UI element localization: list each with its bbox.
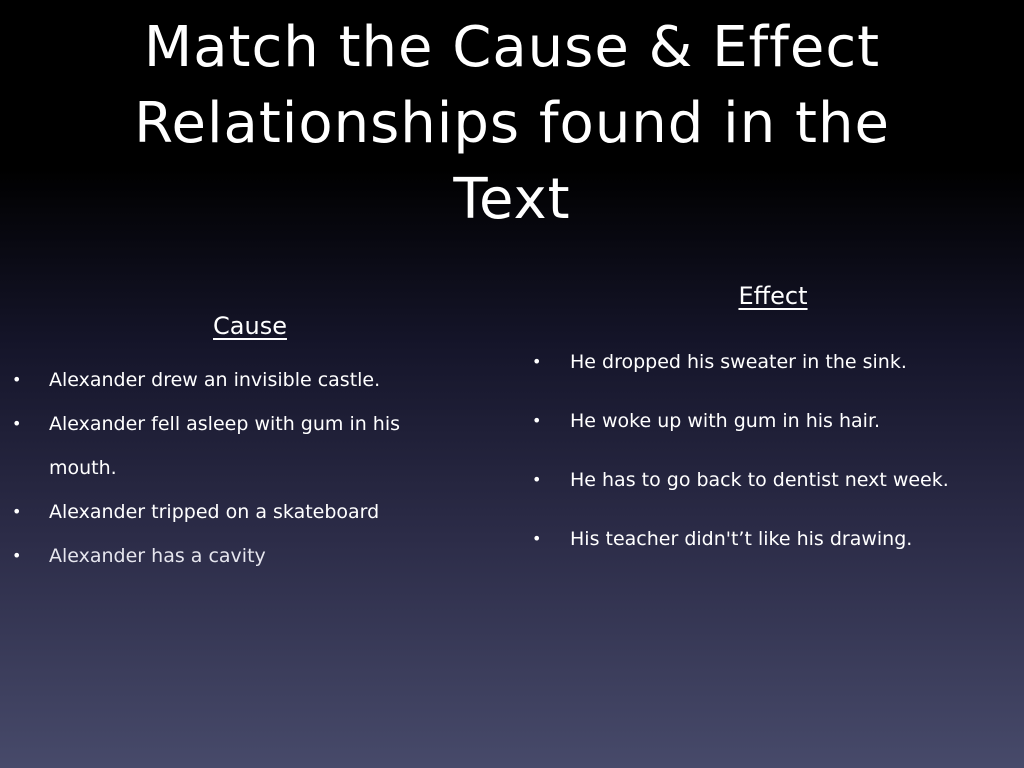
bullet-icon: • — [12, 502, 22, 521]
bullet-icon: • — [12, 414, 22, 433]
bullet-icon: • — [12, 546, 22, 565]
cause-list — [0, 358, 500, 578]
cause-item — [0, 534, 449, 578]
effect-item-text: His teacher didn't’t like his drawing. — [570, 528, 913, 550]
slide-title: Match the Cause & Effect Relationships found in the Text — [134, 15, 890, 232]
effect-item-text: He woke up with gum in his hair. — [570, 410, 881, 432]
effect-item-text: He dropped his sweater in the sink. — [570, 351, 907, 373]
cause-item — [0, 490, 449, 534]
cause-item-text: Alexander drew an invisible castle. — [49, 369, 381, 391]
bullet-icon: • — [532, 529, 542, 548]
bullet-icon: • — [532, 411, 542, 430]
effect-column — [525, 278, 1024, 576]
effect-item — [525, 340, 1024, 384]
effect-item — [525, 458, 1024, 502]
effect-item — [525, 399, 1024, 443]
effect-list — [525, 340, 1024, 561]
cause-column — [0, 308, 500, 578]
effect-item — [525, 517, 1024, 561]
cause-item — [0, 402, 449, 490]
bullet-icon: • — [12, 370, 22, 389]
cause-item-text: Alexander has a cavity — [49, 545, 266, 567]
cause-item-text: Alexander tripped on a skateboard — [49, 501, 380, 523]
effect-item-text: He has to go back to dentist next week. — [570, 469, 949, 491]
cause-heading: Cause — [213, 312, 287, 340]
bullet-icon: • — [532, 470, 542, 489]
cause-item-text: Alexander fell asleep with gum in his mouth. — [49, 413, 401, 479]
bullet-icon: • — [532, 352, 542, 371]
effect-heading: Effect — [738, 282, 808, 310]
cause-item — [0, 358, 449, 402]
